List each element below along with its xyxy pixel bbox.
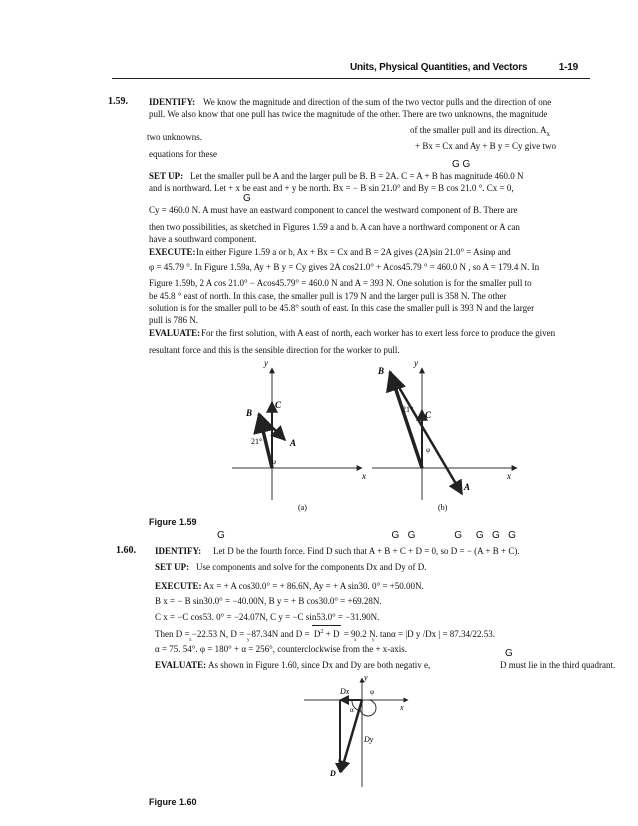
label-y: y: [364, 673, 368, 682]
label-phi: φ: [426, 446, 431, 454]
identify-line-3: of the smaller pull and its direction. $A_x$: [410, 125, 550, 138]
execute-line-4: be 45.8 ° east of north. In this case, the smaller pull is 179 N and the larger pull is 358 N. The other: [149, 291, 507, 301]
figure-1-59-panel-b: [372, 360, 517, 512]
execute-line-6: pull is 786 N.: [149, 315, 199, 325]
identify-line-6: equations for these: [149, 149, 217, 159]
evaluate-160-line-2: D must lie in the third quadrant.: [500, 660, 616, 670]
label-angle: 21°: [251, 437, 263, 446]
identify-label-159: IDENTIFY:: [149, 97, 196, 107]
panel-label-b: (b): [438, 503, 448, 512]
subscript-y-2: y: [372, 638, 375, 643]
page-number: 1-19: [558, 62, 578, 73]
evaluate-line-1: For the first solution, with A east of north, each worker has to exert less force to produce the given: [201, 328, 556, 338]
identify-160-line-1: Let D be the fourth force. Find D such that A + B + C + D = 0, so D = − (A + B + C).: [213, 546, 520, 556]
execute-160-line-5: α = 75. 54°. φ = 180° + α = 256°, counterclockwise from the + x-axis.: [155, 644, 408, 654]
execute-label-159: EXECUTE:: [149, 247, 196, 257]
identify-label-160: IDENTIFY:: [155, 546, 202, 556]
vector-a: [390, 372, 462, 494]
label-x: x: [400, 703, 404, 712]
identify-line-4: + Bx = Cx and Ay + B y = Cy give two: [415, 141, 556, 151]
label-alpha: α: [350, 706, 354, 714]
setup-label-159: SET UP:: [149, 171, 184, 181]
evaluate-label-160: EVALUATE:: [155, 660, 207, 670]
label-a: A: [464, 482, 471, 492]
setup-line-2: and is northward. Let + x be east and + y be north. Bx = − B sin 21.0° and By = B cos 21.0 °. Cx = 0,: [149, 183, 514, 193]
label-dy: Dy: [364, 735, 374, 744]
setup-line-1: Let the smaller pull be A and the larger pull be B. B = 2A. C = A + B has magnitude 460.0 N: [190, 171, 524, 181]
identify-line-5: two unknowns.: [147, 132, 203, 142]
execute-line-1: In either Figure 1.59 a or b, Ax + Bx = Cx and B = 2A gives (2A)sin 21.0° = Asinφ and: [196, 247, 511, 257]
vector-marks-3: G G G G G G G: [217, 530, 516, 541]
label-c: C: [425, 410, 432, 420]
setup-label-160: SET UP:: [155, 562, 190, 572]
label-dx: Dx: [340, 687, 350, 696]
figure-caption-159: Figure 1.59: [149, 517, 197, 527]
problem-number-160: 1.60.: [116, 545, 136, 556]
setup-line-4: then two possibilities, as sketched in Figures 1.59 a and b. A can have a northward component or A can: [149, 222, 520, 232]
identify-line-1: We know the magnitude and direction of the sum of the two vector pulls and the direction of one: [203, 97, 552, 107]
evaluate-160-line-1: As shown in Figure 1.60, since Dx and Dy are both negativ e,: [208, 660, 431, 670]
figure-1-59-panel-a: [232, 360, 366, 512]
label-d: D: [330, 769, 336, 778]
label-x: x: [362, 471, 366, 481]
header-rule: [112, 78, 590, 79]
header-title: Units, Physical Quantities, and Vectors: [350, 62, 528, 73]
label-a: A: [290, 438, 297, 448]
subscript-x-1: x: [189, 638, 192, 643]
execute-line-2: φ = 45.79 °. In Figure 1.59a, Ay + B y = Cy gives 2A cos21.0° + Acos45.79 ° = 460.0 N , so A = 179.4 N. In: [149, 262, 540, 272]
label-c: C: [275, 400, 282, 410]
execute-160-line-2: B x = − B sin30.0° = −40.00N, B y = + B cos30.0° = +69.28N.: [155, 596, 382, 606]
figure-1-59: [212, 360, 522, 520]
setup-line-5: have a southward component.: [149, 234, 257, 244]
label-x: x: [507, 471, 511, 481]
subscript-x-2: x: [354, 638, 357, 643]
label-phi: φ: [370, 688, 375, 696]
execute-160-line-1: Ax = + A cos30.0° = + 86.6N, Ay = + A sin30. 0° = +50.00N.: [203, 581, 424, 591]
figure-1-60: [300, 672, 410, 792]
execute-160-line-3: C x = −C cos53. 0° = −24.07N, C y = −C sin53.0° = −31.90N.: [155, 612, 380, 622]
label-angle: 21°: [402, 405, 414, 414]
vector-mark-4: G: [505, 648, 513, 659]
figure-caption-160: Figure 1.60: [149, 797, 197, 807]
execute-line-3: Figure 1.59b, 2 A cos 21.0° − Acos45.79° = 460.0 N and A = 393 N. One solution is for the smaller pull to: [149, 278, 532, 288]
label-phi: φ: [272, 458, 277, 466]
setup-160-line-1: Use components and solve for the components Dx and Dy of D.: [196, 562, 427, 572]
subscript-y-1: y: [247, 638, 250, 643]
panel-label-a: (a): [298, 503, 307, 512]
setup-line-3: Cy = 460.0 N. A must have an eastward component to cancel the westward component of B. There are: [149, 205, 518, 215]
label-y: y: [264, 360, 268, 368]
vector-mark-2: G: [243, 193, 251, 204]
evaluate-label-159: EVALUATE:: [149, 328, 201, 338]
label-b: B: [378, 366, 385, 376]
vector-marks-1: G G: [452, 159, 471, 170]
execute-line-5: solution is for the smaller pull to be 45.8° south of east. In this case the smaller pull is 393 N and the larger: [149, 303, 535, 313]
execute-label-160: EXECUTE:: [155, 581, 202, 591]
execute-160-line-4: Then D = −22.53 N, D = −87.34N and $D = D^2 + D = 90.2$ N. tanα = |D y /Dx | = 87.34/22.53.: [155, 625, 495, 640]
identify-line-2: pull. We also know that one pull has twice the magnitude of the other. There are two unknowns, the magnitude: [149, 109, 548, 119]
page-header: [350, 62, 590, 73]
evaluate-line-2: resultant force and this is the sensible direction for the worker to pull.: [149, 345, 400, 355]
label-y: y: [414, 360, 418, 368]
problem-number-159: 1.59.: [108, 96, 128, 107]
label-b: B: [246, 408, 253, 418]
